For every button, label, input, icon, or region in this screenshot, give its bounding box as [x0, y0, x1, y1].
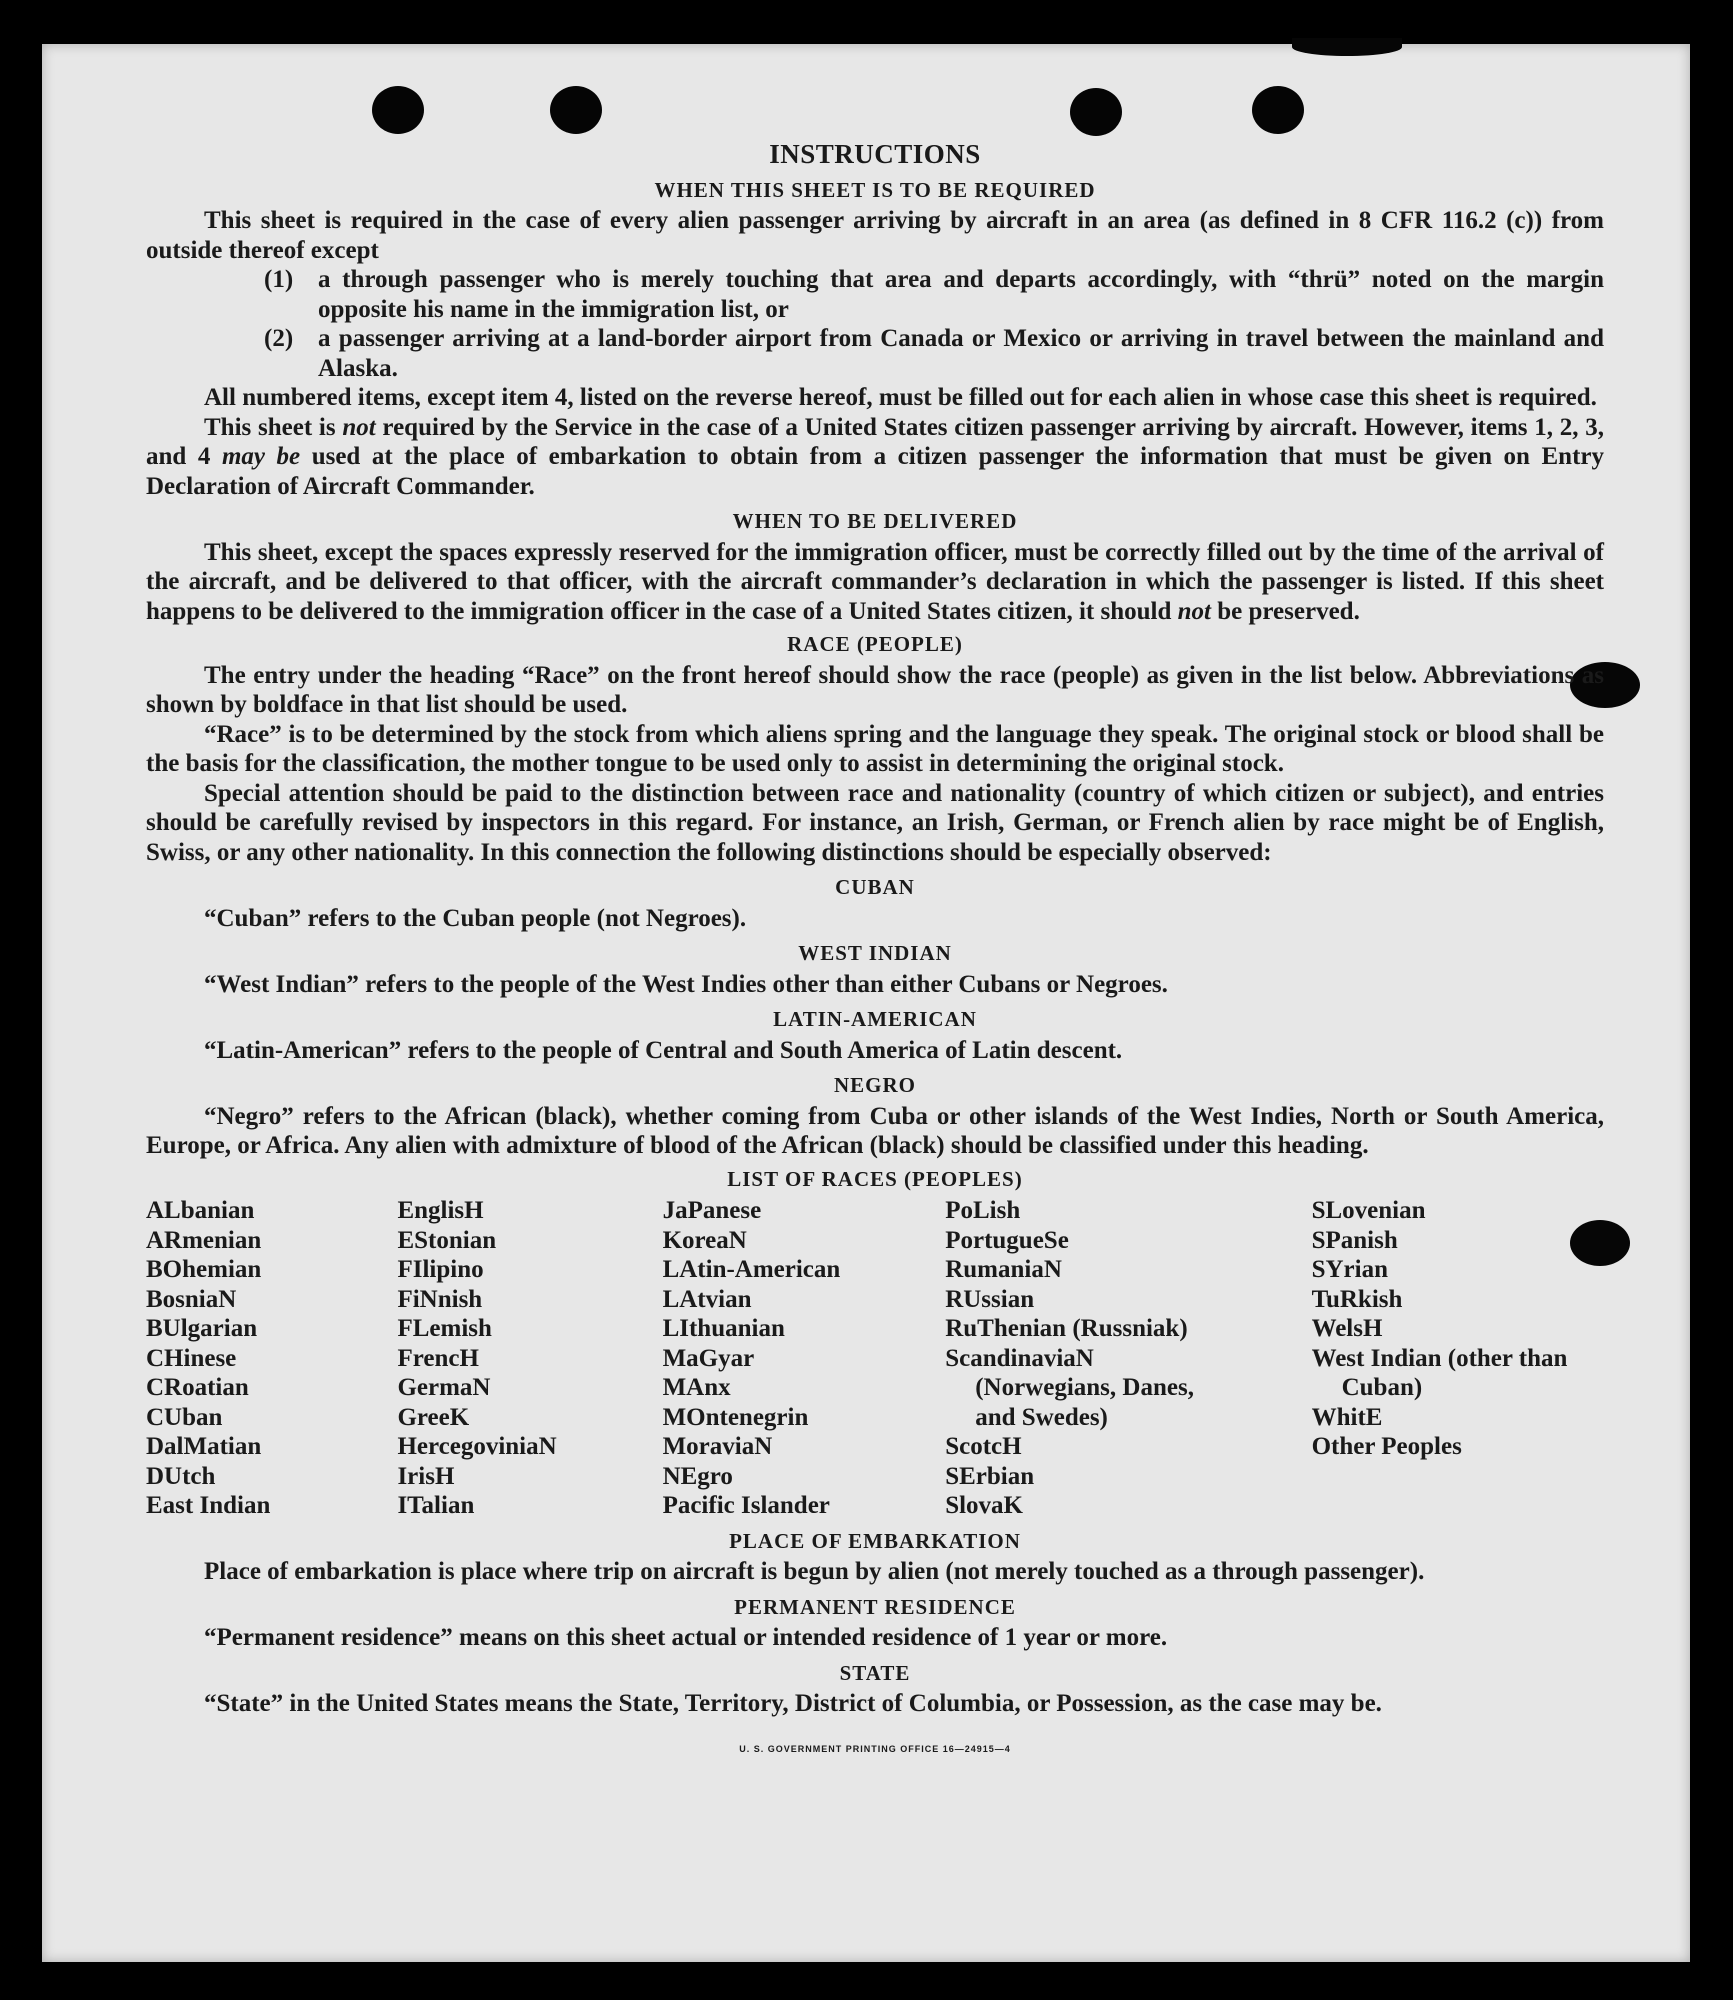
race-paragraph-3: Special attention should be paid to the distinction between race and nationality (country of which citizen or subject), and entries should be carefully revised by inspectors in this regard. For instance, an Irish, German, or French alien by race might be of English, Swiss, or any other nationality. In this connection the following distinctions should be especially observed:: [146, 779, 1604, 866]
race-entry: LAtvian: [662, 1285, 752, 1313]
race-entry: EnglisH: [397, 1197, 484, 1224]
race-entry: DalMatian: [146, 1433, 262, 1460]
race-entry: TuRkish: [1311, 1285, 1403, 1313]
race-entry: West Indian (other than Cuban): [1311, 1344, 1568, 1401]
race-entry: ScotcH: [945, 1433, 1022, 1460]
race-entry: NEgro: [662, 1462, 733, 1490]
item-text: a passenger arriving at a land-border airport from Canada or Mexico or arriving in travel between the mainland and Alaska.: [318, 325, 1604, 382]
item-number: (1): [264, 266, 294, 293]
section-heading-races-list: LIST OF RACES (PEOPLES): [727, 1166, 1023, 1191]
state-definition: “State” in the United States means the State, Territory, District of Columbia, or Possession, as the case may be.: [204, 1690, 1382, 1717]
document-title: INSTRUCTIONS: [769, 139, 981, 169]
latin-american-definition: “Latin-American” refers to the people of Central and South America of Latin descent.: [204, 1036, 1123, 1064]
citizen-paragraph: This sheet is not required by the Service in the case of a United States citizen passenger arriving by aircraft. However, items 1, 2, 3, and 4 may be used at the place of embarkation to obtain from a citizen passenger the information that must be given on Entry Declaration of Aircraft Commander.: [146, 413, 1604, 500]
race-entry: HercegoviniaN: [397, 1433, 557, 1460]
race-paragraph-2: “Race” is to be determined by the stock from which aliens spring and the language they speak. The original stock or blood shall be the basis for the classification, the mother tongue to be used only to assist in determining the original stock.: [146, 720, 1604, 777]
punch-hole: [372, 86, 424, 134]
races-column-5: [1312, 1196, 1604, 1521]
race-entry: BOhemian: [146, 1256, 262, 1283]
races-column-2: [397, 1196, 662, 1521]
race-entry: SlovaK: [945, 1492, 1023, 1519]
race-entry: CHinese: [146, 1344, 237, 1372]
race-entry: GermaN: [397, 1374, 491, 1401]
embarkation-definition: Place of embarkation is place where trip on aircraft is begun by alien (not merely touched as a through passenger).: [204, 1558, 1425, 1585]
race-entry: RUssian: [945, 1285, 1035, 1313]
races-column-3: [663, 1196, 946, 1521]
race-entry: SLovenian: [1311, 1197, 1426, 1224]
race-entry: PortugueSe: [945, 1226, 1069, 1254]
required-intro: This sheet is required in the case of every alien passenger arriving by aircraft in an area (as defined in 8 CFR 116.2 (c)) from outside thereof except: [146, 207, 1604, 264]
race-entry: FrencH: [397, 1344, 479, 1372]
race-entry: SPanish: [1311, 1226, 1398, 1254]
race-entry: LAtin-American: [662, 1256, 841, 1283]
printer-imprint: U. S. GOVERNMENT PRINTING OFFICE 16—24915—4: [739, 1743, 1011, 1754]
race-entry: FiNnish: [397, 1285, 483, 1313]
section-heading-state: STATE: [839, 1660, 911, 1685]
race-entry: JaPanese: [662, 1197, 762, 1224]
exception-item-2: [264, 324, 1604, 383]
race-entry: DUtch: [146, 1462, 216, 1490]
race-entry: ALbanian: [146, 1197, 255, 1224]
race-entry: MAnx: [662, 1374, 731, 1401]
section-heading-race: RACE (PEOPLE): [787, 632, 963, 656]
punch-hole: [1252, 86, 1304, 134]
race-entry: FIlipino: [397, 1256, 484, 1283]
race-entry: LIthuanian: [662, 1315, 785, 1342]
section-heading-required: WHEN THIS SHEET IS TO BE REQUIRED: [654, 177, 1096, 202]
race-entry: RumaniaN: [945, 1256, 1062, 1283]
race-entry: RuThenian (Russniak): [945, 1315, 1188, 1342]
section-heading-latin-american: LATIN-AMERICAN: [773, 1007, 977, 1031]
punch-hole: [1070, 88, 1122, 136]
race-entry: WhitE: [1311, 1403, 1383, 1431]
numbered-items-paragraph: All numbered items, except item 4, listed on the reverse hereof, must be filled out for each alien in whose case this sheet is required.: [204, 384, 1597, 411]
race-entry: ScandinaviaN (Norwegians, Danes, and Swedes): [945, 1344, 1194, 1431]
instructions-text: [146, 140, 1604, 1764]
exception-item-1: [264, 265, 1604, 324]
race-entry: ARmenian: [146, 1226, 262, 1254]
section-heading-embarkation: PLACE OF EMBARKATION: [729, 1528, 1021, 1553]
section-heading-delivered: WHEN TO BE DELIVERED: [732, 509, 1018, 533]
race-entry: East Indian: [146, 1492, 271, 1519]
race-entry: Pacific Islander: [662, 1492, 830, 1519]
race-entry: BUlgarian: [146, 1315, 258, 1342]
section-heading-west-indian: WEST INDIAN: [798, 941, 952, 965]
west-indian-definition: “West Indian” refers to the people of the West Indies other than either Cubans or Negroes.: [204, 970, 1168, 998]
delivery-paragraph: This sheet, except the spaces expressly reserved for the immigration officer, must be correctly filled out by the time of the arrival of the aircraft, and be delivered to that officer, with the aircraft commander’s declaration in which the passenger is listed. If this sheet happens to be delivered to the immigration officer in the case of a United States citizen, it should not be preserved.: [146, 538, 1604, 625]
item-text: a through passenger who is merely touching that area and departs accordingly, with “thrü” noted on the margin opposite his name in the immigration list, or: [318, 266, 1604, 323]
races-column-4: [945, 1196, 1237, 1521]
negro-definition: “Negro” refers to the African (black), whether coming from Cuba or other islands of the West Indies, North or South America, Europe, or Africa. Any alien with admixture of blood of the African (black) should be classified under this heading.: [146, 1102, 1604, 1159]
section-heading-cuban: CUBAN: [835, 875, 915, 899]
race-entry: CRoatian: [146, 1374, 249, 1401]
race-entry: IrisH: [397, 1462, 455, 1490]
punch-hole: [550, 86, 602, 134]
race-entry: Other Peoples: [1311, 1433, 1462, 1460]
residence-definition: “Permanent residence” means on this sheet actual or intended residence of 1 year or more.: [204, 1624, 1168, 1651]
cuban-definition: “Cuban” refers to the Cuban people (not Negroes).: [204, 904, 747, 932]
race-entry: SYrian: [1311, 1256, 1388, 1283]
races-list: [146, 1196, 1604, 1521]
races-column-1: [146, 1196, 397, 1521]
ink-smudge: [1292, 38, 1402, 56]
race-entry: CUban: [146, 1403, 223, 1431]
race-entry: GreeK: [397, 1403, 470, 1431]
race-entry: MaGyar: [662, 1344, 755, 1372]
race-entry: KoreaN: [662, 1226, 747, 1254]
section-heading-negro: NEGRO: [833, 1073, 916, 1097]
race-entry: SErbian: [945, 1462, 1035, 1490]
race-entry: BosniaN: [146, 1285, 237, 1313]
race-entry: FLemish: [397, 1315, 492, 1342]
race-entry: EStonian: [397, 1226, 497, 1254]
race-entry: ITalian: [397, 1492, 475, 1519]
race-entry: MoraviaN: [662, 1433, 773, 1460]
race-paragraph-1: The entry under the heading “Race” on the front hereof should show the race (people) as given in the list below. Abbreviations as shown by boldface in that list should be used.: [146, 661, 1604, 718]
section-heading-residence: PERMANENT RESIDENCE: [734, 1594, 1016, 1619]
item-number: (2): [264, 325, 294, 352]
race-entry: PoLish: [945, 1197, 1021, 1224]
race-entry: MOntenegrin: [662, 1403, 809, 1431]
race-entry: WelsH: [1311, 1315, 1383, 1342]
